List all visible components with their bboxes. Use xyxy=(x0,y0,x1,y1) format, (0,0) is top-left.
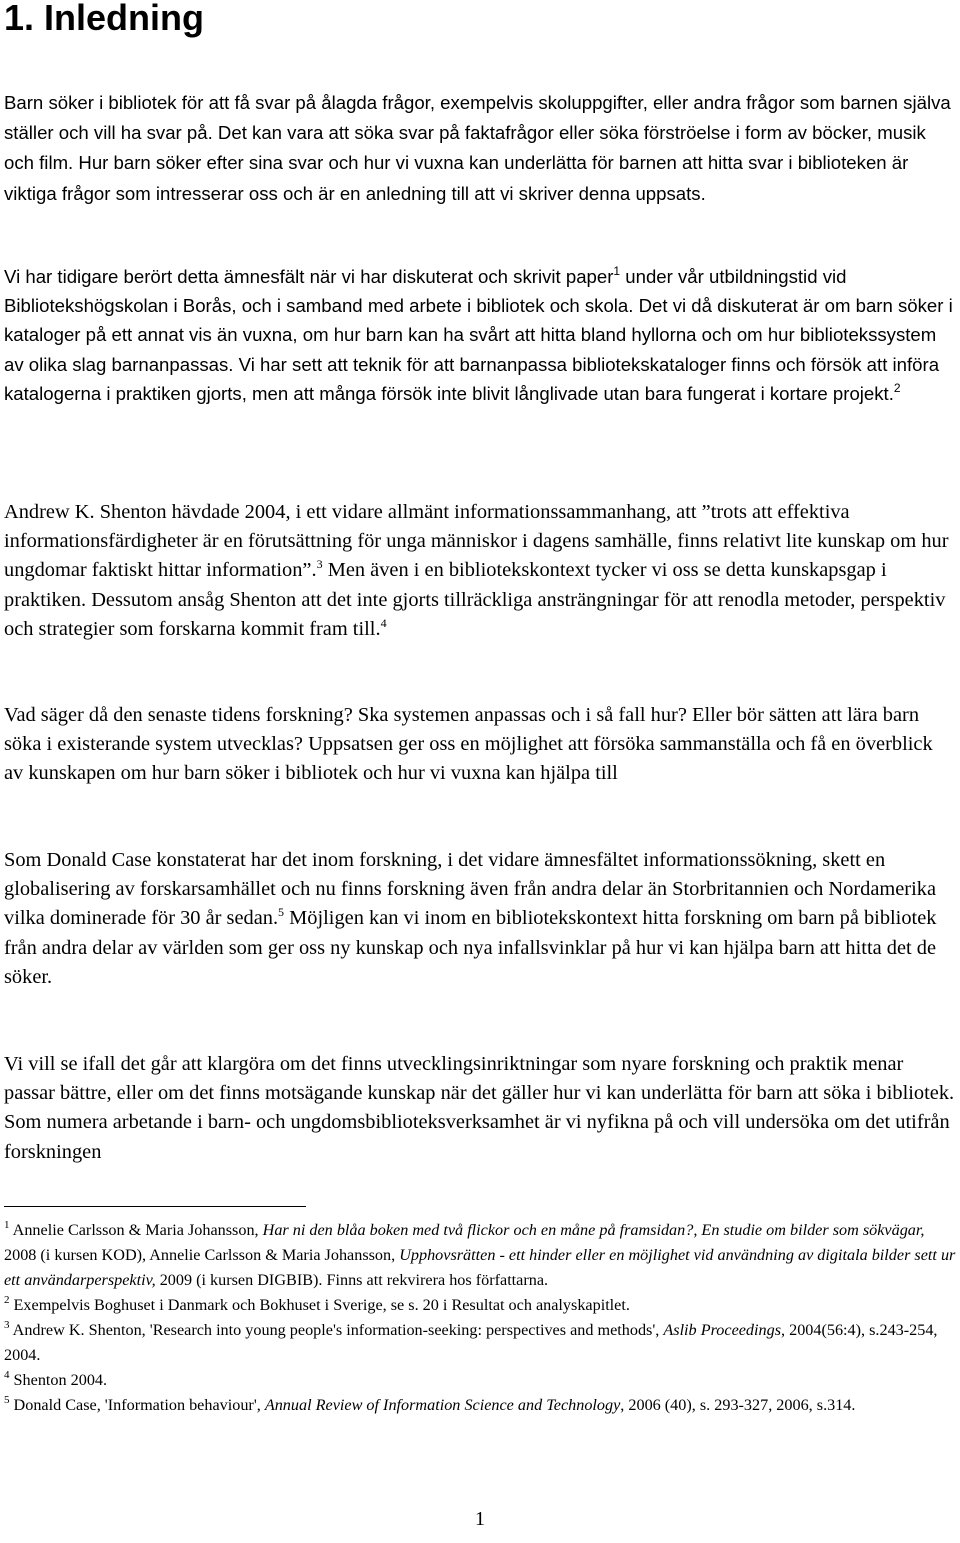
footnote-number: 4 xyxy=(4,1369,10,1381)
footnote-text: Andrew K. Shenton, 'Research into young people's information-seeking: perspectives and methods', xyxy=(9,1321,664,1339)
paragraph-purpose: Vi vill se ifall det går att klargöra om det finns utvecklingsinriktningar som nyare forskning och praktik menar passar bättre, eller om det finns motsägande kunskap när det gäller hur vi kan underlätta för barn att söka i bibliotek. Som numera arbetande i barn- och ungdomsbiblioteksverksamhet är vi nyfikna på och vill undersöka om det utifrån forskningen xyxy=(4,1053,955,1163)
footnote-number: 3 xyxy=(4,1319,10,1331)
footnote-text: 2008 (i kursen KOD), Annelie Carlsson & Maria Johansson, xyxy=(4,1246,400,1264)
paragraph-text: Andrew K. Shenton hävdade 2004, i ett vidare allmänt informationssammanhang, att ”trots att effektiva informationsfärdigheter är en förutsättning för unga människor i dagens samhälle, finns relativt lite kunskap om hur ungdomar faktiskt hittar information”. xyxy=(4,501,949,582)
footnote-number: 2 xyxy=(4,1294,10,1306)
paragraph-text: Som Donald Case konstaterat har det inom forskning, i det vidare ämnesfältet informationssökning, skett en globalisering av forskarsamhället och nu finns forskning även från andra delar än Storbritannien och Nordamerika vilka dominerade för 30 år sedan. xyxy=(4,849,936,930)
footnote-text: Donald Case, 'Information behaviour', xyxy=(9,1396,265,1414)
footnote-text: 2009 (i kursen DIGBIB). Finns att rekvirera hos författarna. xyxy=(155,1271,549,1289)
footnote-ref-2[interactable]: 2 xyxy=(893,380,901,395)
footnote-text: , 2004(56:4), s.243-254, 2004. xyxy=(4,1321,938,1364)
paragraph-text: under vår utbildningstid vid Bibliotekshögskolan i Borås, och i samband med arbete i bibliotek och skola. Det vi då diskuterat är om barn söker i kataloger på ett annat vis än vuxna, om hur barn kan ha svårt att hitta bland hyllorna och om hur bibliotekssystem av olika slag barnanpassas. Vi har sett att teknik för att barnanpassa bibliotekskataloger finns och försök att införa katalogerna i praktiken gjorts, men att många försök inte blivit långlivade utan bara fungerat i kortare projekt. xyxy=(4,266,953,404)
footnote-ref-3[interactable]: 3 xyxy=(316,557,323,572)
footnote-text: Exempelvis Boghuset i Danmark och Bokhuset i Sverige, se s. 20 i Resultat och analyskapitlet. xyxy=(9,1296,630,1314)
paragraph-shenton xyxy=(4,498,956,644)
intro-text-second: Hur barn söker efter sina svar och hur vi vuxna kan underlätta för barnen att hitta svar i biblioteken är viktiga frågor som intresserar oss och är en anledning till att vi skriver denna uppsats. xyxy=(4,152,909,204)
footnote-number: 1 xyxy=(4,1219,10,1231)
footnote-text: Annelie Carlsson & Maria Johansson, xyxy=(9,1221,263,1239)
footnote-separator xyxy=(4,1206,306,1207)
intro-text-first: Barn söker i bibliotek för att få svar på ålagda frågor, exempelvis skoluppgifter, eller andra frågor som barnen själva ställer och vill ha svar på. Det kan vara att söka svar på faktafrågor eller söka förströelse i form av böcker, musik och film. xyxy=(4,92,951,174)
paragraph-text: Men även i en bibliotekskontext tycker vi oss se detta kunskapsgap i praktiken. Dessutom ansåg Shenton att det inte gjorts tillräckliga ansträngningar för att renodla metoder, perspektiv och strategier som forskarna kommit fram till. xyxy=(4,559,946,640)
footnote-2 xyxy=(4,1293,956,1318)
footnote-title: Annual Review of Information Science and Technology xyxy=(264,1396,621,1414)
paragraph-donald-case xyxy=(4,846,956,992)
section-heading: 1. Inledning xyxy=(4,0,205,38)
footnote-title: Aslib Proceedings xyxy=(663,1321,782,1339)
footnote-3 xyxy=(4,1318,956,1368)
footnote-text: , 2006 (40), s. 293-327, 2006, s.314. xyxy=(620,1396,856,1414)
paragraph-questions: Vad säger då den senaste tidens forskning? Ska systemen anpassas och i så fall hur? Eller bör sätten att lära barn söka i existerande system utvecklas? Uppsatsen ger oss en möjlighet att försöka sammanställa och få en överblick av kunskapen om hur barn söker i bibliotek och hur vi vuxna kan hjälpa till xyxy=(4,704,933,785)
footnote-text: Shenton 2004. xyxy=(9,1371,108,1389)
footnote-title: Upphovsrätten - ett hinder eller en möjlighet vid användning av digitala bilder sett ur ett användarperspektiv, xyxy=(4,1246,956,1289)
page-number: 1 xyxy=(474,1508,486,1530)
paragraph-text: Möjligen kan vi inom en bibliotekskontext hitta forskning om barn på bibliotek från andra delar av världen som ger oss ny kunskap och nya infallsvinklar på hur vi kan hjälpa barn att hitta det de söker. xyxy=(4,907,937,988)
footnote-ref-1[interactable]: 1 xyxy=(613,264,621,278)
footnote-number: 5 xyxy=(4,1394,10,1406)
intro-paragraph xyxy=(4,88,956,209)
footnote-5 xyxy=(4,1393,956,1418)
footnote-ref-5[interactable]: 5 xyxy=(278,905,285,920)
footnote-ref-4[interactable]: 4 xyxy=(380,615,387,630)
footnote-1 xyxy=(4,1218,956,1293)
footnote-4 xyxy=(4,1368,956,1393)
paragraph-text: Vi har tidigare berört detta ämnesfält när vi har diskuterat och skrivit paper xyxy=(4,266,614,287)
footnotes xyxy=(4,1218,956,1418)
paragraph-previous-work xyxy=(4,262,956,408)
footnote-title: Har ni den blåa boken med två flickor och en måne på framsidan?, En studie om bilder som sökvägar, xyxy=(262,1221,925,1239)
